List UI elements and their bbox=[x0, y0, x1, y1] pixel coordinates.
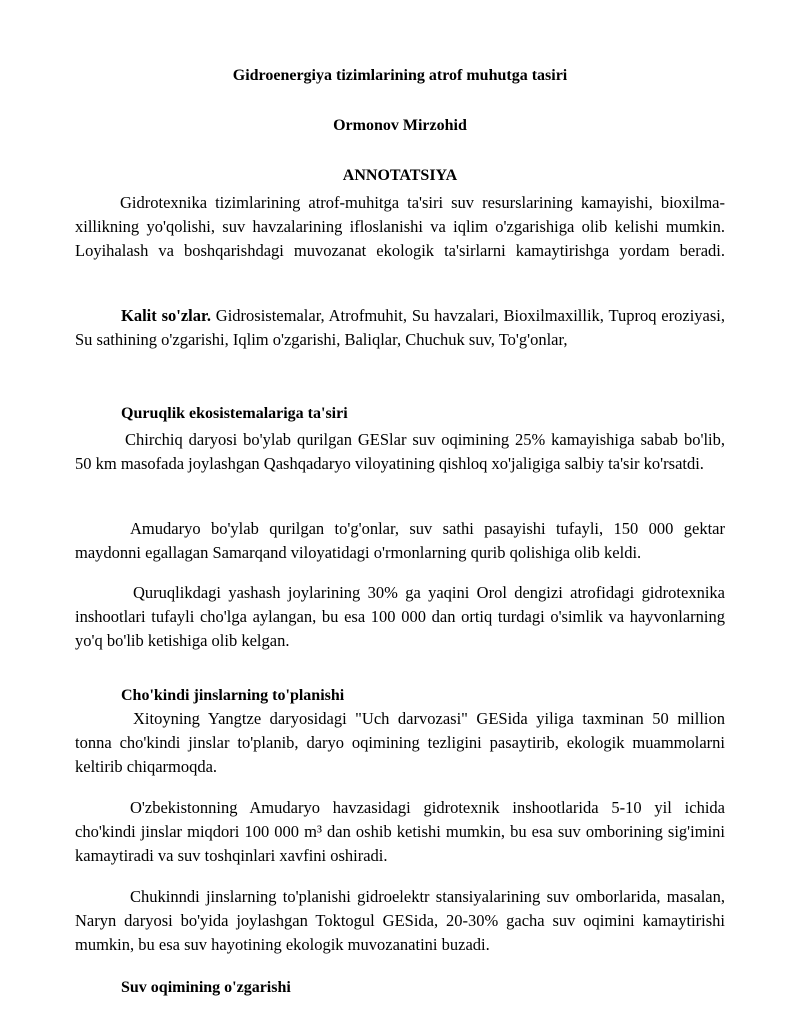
section-heading: Suv oqimining o'zgarishi bbox=[121, 979, 291, 996]
document-title: Gidroenergiya tizimlarining atrof muhutga tasiri bbox=[232, 67, 568, 84]
section-paragraph: Chukinndi jinslarning to'planishi gidroelektr stansiyalarining suv omborlarida, masalan, Naryn daryosi bo'yida joylashgan Toktogul GESida, 20-30% gacha suv oqimini kamaytirishi mumkin, bu esa suv hayotining ekologik muvozanatini buzadi. bbox=[75, 887, 725, 954]
abstract-heading: ANNOTATSIYA bbox=[342, 167, 458, 184]
section-paragraph: Xitoyning Yangtze daryosidagi "Uch darvozasi" GESida yiliga taxminan 50 million tonna cho'kindi jinslar to'planib, daryo oqimining tezligini pasaytirib, ekologik muammolarni keltirib chiqarmoqda. bbox=[75, 709, 725, 776]
section-paragraph: Quruqlikdagi yashash joylarining 30% ga yaqini Orol dengizi atrofidagi gidrotexnika inshootlari tufayli cho'lga aylangan, bu esa 100 000 dan ortiq turdagi o'simlik va hayvonlarning yo'q bo'lib ketishiga olib kelgan. bbox=[75, 583, 725, 650]
section-paragraph: Amudaryo bo'ylab qurilgan to'g'onlar, suv sathi pasayishi tufayli, 150 000 gektar maydonni egallagan Samarqand viloyatidagi o'rmonlarning qurib qolishiga olib keldi. bbox=[75, 519, 725, 562]
keywords-list: Gidrosistemalar, Atrofmuhit, Su havzalari, Bioxilmaxillik, Tuproq eroziyasi, Su sathining o'zgarishi, Iqlim o'zgarishi, Baliqlar, Chuchuk suv, To'g'onlar, bbox=[75, 306, 725, 349]
section-paragraph: O'zbekistonning Amudaryo havzasidagi gidrotexnik inshootlarida 5-10 yil ichida cho'kindi jinslar miqdori 100 000 m³ dan oshib ketishi mumkin, bu esa suv omborining sig'imini kamaytiradi va suv toshqinlari xavfini oshiradi. bbox=[75, 798, 725, 865]
section-paragraph: Chirchiq daryosi bo'ylab qurilgan GESlar suv oqimining 25% kamayishiga sabab bo'lib, 50 km masofada joylashgan Qashqadaryo viloyatining qishloq xo'jaligiga salbiy ta'sir ko'rsatdi. bbox=[75, 430, 725, 473]
keywords-label: Kalit so'zlar. bbox=[121, 306, 211, 325]
author-name: Ormonov Mirzohid bbox=[333, 117, 467, 134]
section-heading: Quruqlik ekosistemalariga ta'siri bbox=[121, 405, 348, 422]
abstract-paragraph: Gidrotexnika tizimlarining atrof-muhitga ta'siri suv resurslarining kamayishi, bioxilma-xillikning yo'qolishi, suv havzalarining ifloslanishi va iqlim o'zgarishiga olib kelishi mumkin. Loyihalash va boshqarishdagi muvozanat ekologik ta'sirlarni kamaytirishga yordam beradi. bbox=[75, 193, 725, 260]
keywords-paragraph bbox=[75, 304, 725, 352]
section-heading: Cho'kindi jinslarning to'planishi bbox=[121, 687, 345, 704]
